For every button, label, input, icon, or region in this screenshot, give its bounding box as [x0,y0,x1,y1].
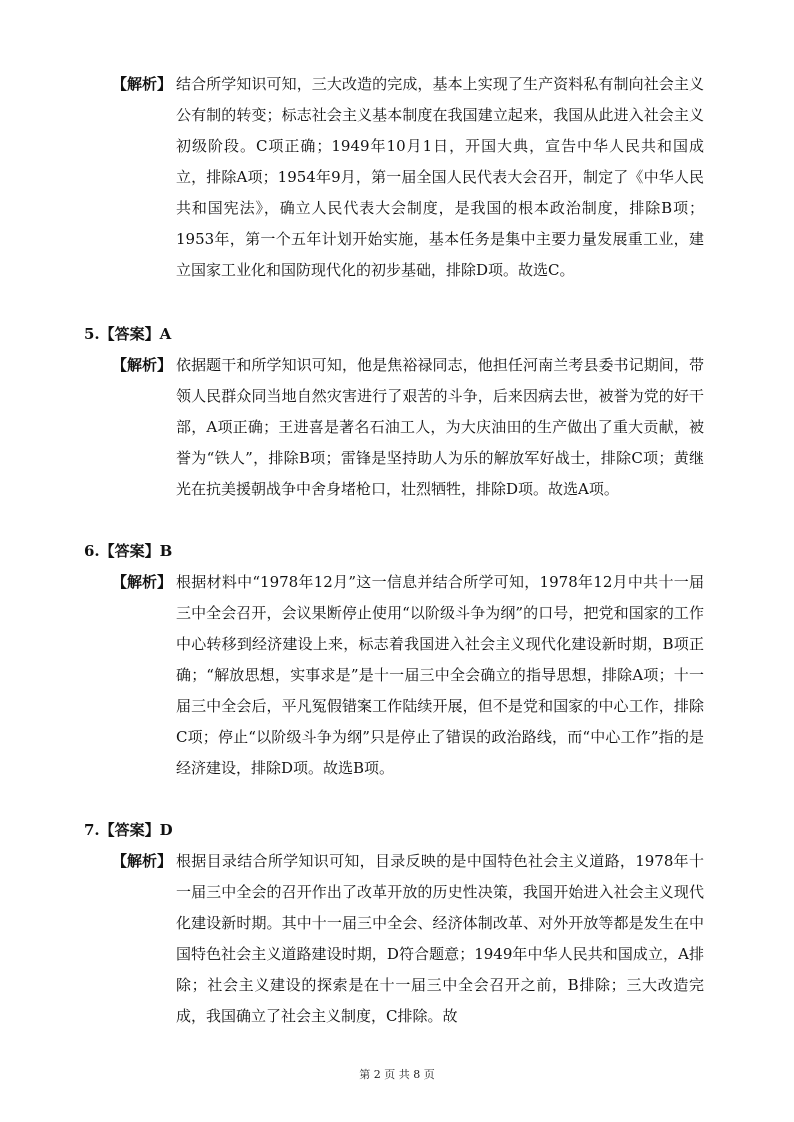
q4-explanation-text: 结合所学知识可知，三大改造的完成，基本上实现了生产资料私有制向社会主义公有制的转变；标志社会主义基本制度在我国建立起来，我国从此进入社会主义初级阶段。C项正确；1949年10月1日，开国大典，宣告中华人民共和国成立，排除A项；1954年9月，第一届全国人民代表大会召开，制定了《中华人民共和国宪法》，确立人民代表大会制度，是我国的根本政治制度，排除B项；1953年，第一个五年计划开始实施，基本任务是集中主要力量发展重工业，建立国家工业化和国防现代化的初步基础，排除D项。故选C。 [176,75,704,279]
q6-answer: 6.【答案】B [84,542,173,560]
q5-explanation-label: 【解析】 [112,356,173,374]
q7-explanation-text: 根据目录结合所学知识可知，目录反映的是中国特色社会主义道路，1978年十一届三中全会的召开作出了改革开放的历史性决策，我国开始进入社会主义现代化建设新时期。其中十一届三中全会、经济体制改革、对外开放等都是发生在中国特色社会主义道路建设时期，D符合题意；1949年中华人民共和国成立，A排除；社会主义建设的探索是在十一届三中全会召开之前，B排除；三大改造完成，我国确立了社会主义制度，C排除。故 [176,852,704,1025]
q4-explanation-label: 【解析】 [112,75,173,93]
q6-explanation-label: 【解析】 [112,573,173,591]
q7-explanation-label: 【解析】 [112,852,173,870]
q7-answer: 7.【答案】D [84,821,173,839]
q5-answer: 5.【答案】A [84,325,172,343]
page-footer: 第 2 页 共 8 页 [359,1068,435,1081]
q6-explanation-text: 根据材料中“1978年12月”这一信息并结合所学可知，1978年12月中共十一届三中全会召开，会议果断停止使用“以阶级斗争为纲”的口号，把党和国家的工作中心转移到经济建设上来，标志着我国进入社会主义现代化建设新时期，B项正确；“解放思想，实事求是”是十一届三中全会确立的指导思想，排除A项；十一届三中全会后，平凡冤假错案工作陆续开展，但不是党和国家的中心工作，排除C项；停止“以阶级斗争为纲”只是停止了错误的政治路线，而“中心工作”指的是经济建设，排除D项。故选B项。 [176,573,704,777]
q5-explanation-text: 依据题干和所学知识可知，他是焦裕禄同志，他担任河南兰考县委书记期间，带领人民群众同当地自然灾害进行了艰苦的斗争，后来因病去世，被誉为党的好干部，A项正确；王进喜是著名石油工人，为大庆油田的生产做出了重大贡献，被誉为“铁人”，排除B项；雷锋是坚持助人为乐的解放军好战士，排除C项；黄继光在抗美援朝战争中舍身堵枪口，壮烈牺牲，排除D项。故选A项。 [176,356,704,498]
